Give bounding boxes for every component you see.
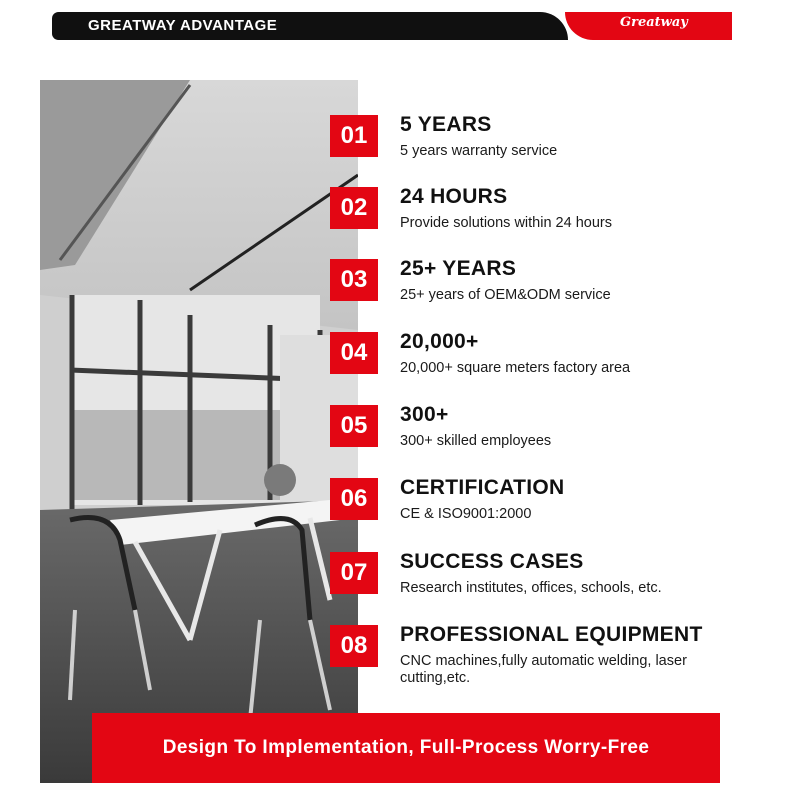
item-number: 06 [330, 478, 378, 520]
item-description: 25+ years of OEM&ODM service [400, 287, 611, 303]
office-photo [40, 80, 358, 783]
header-title: GREATWAY ADVANTAGE [88, 17, 278, 34]
item-number: 05 [330, 405, 378, 447]
item-description: CNC machines,fully automatic welding, laser cutting,etc. [400, 653, 687, 686]
item-number: 03 [330, 259, 378, 301]
item-description: 300+ skilled employees [400, 433, 552, 449]
item-title: PROFESSIONAL EQUIPMENT [400, 623, 703, 646]
item-number: 02 [330, 187, 378, 229]
item-title: 20,000+ [400, 330, 479, 353]
item-number: 07 [330, 552, 378, 594]
item-description: Research institutes, offices, schools, etc. [400, 580, 662, 596]
item-number: 08 [330, 625, 378, 667]
item-title: SUCCESS CASES [400, 550, 584, 573]
item-number: 04 [330, 332, 378, 374]
banner-text: Design To Implementation, Full-Process Worry-Free [162, 737, 650, 758]
item-description: 20,000+ square meters factory area [400, 360, 631, 376]
item-title: 24 HOURS [400, 185, 508, 208]
bottom-banner [92, 713, 720, 783]
item-description: Provide solutions within 24 hours [400, 215, 612, 231]
item-title: CERTIFICATION [400, 476, 565, 499]
item-title: 300+ [400, 403, 449, 426]
brand-logo: Greatway [620, 15, 688, 30]
item-description: CE & ISO9001:2000 [400, 506, 532, 522]
item-title: 25+ YEARS [400, 257, 517, 280]
item-title: 5 YEARS [400, 113, 492, 136]
item-number: 01 [330, 115, 378, 157]
item-description: 5 years warranty service [400, 143, 558, 159]
